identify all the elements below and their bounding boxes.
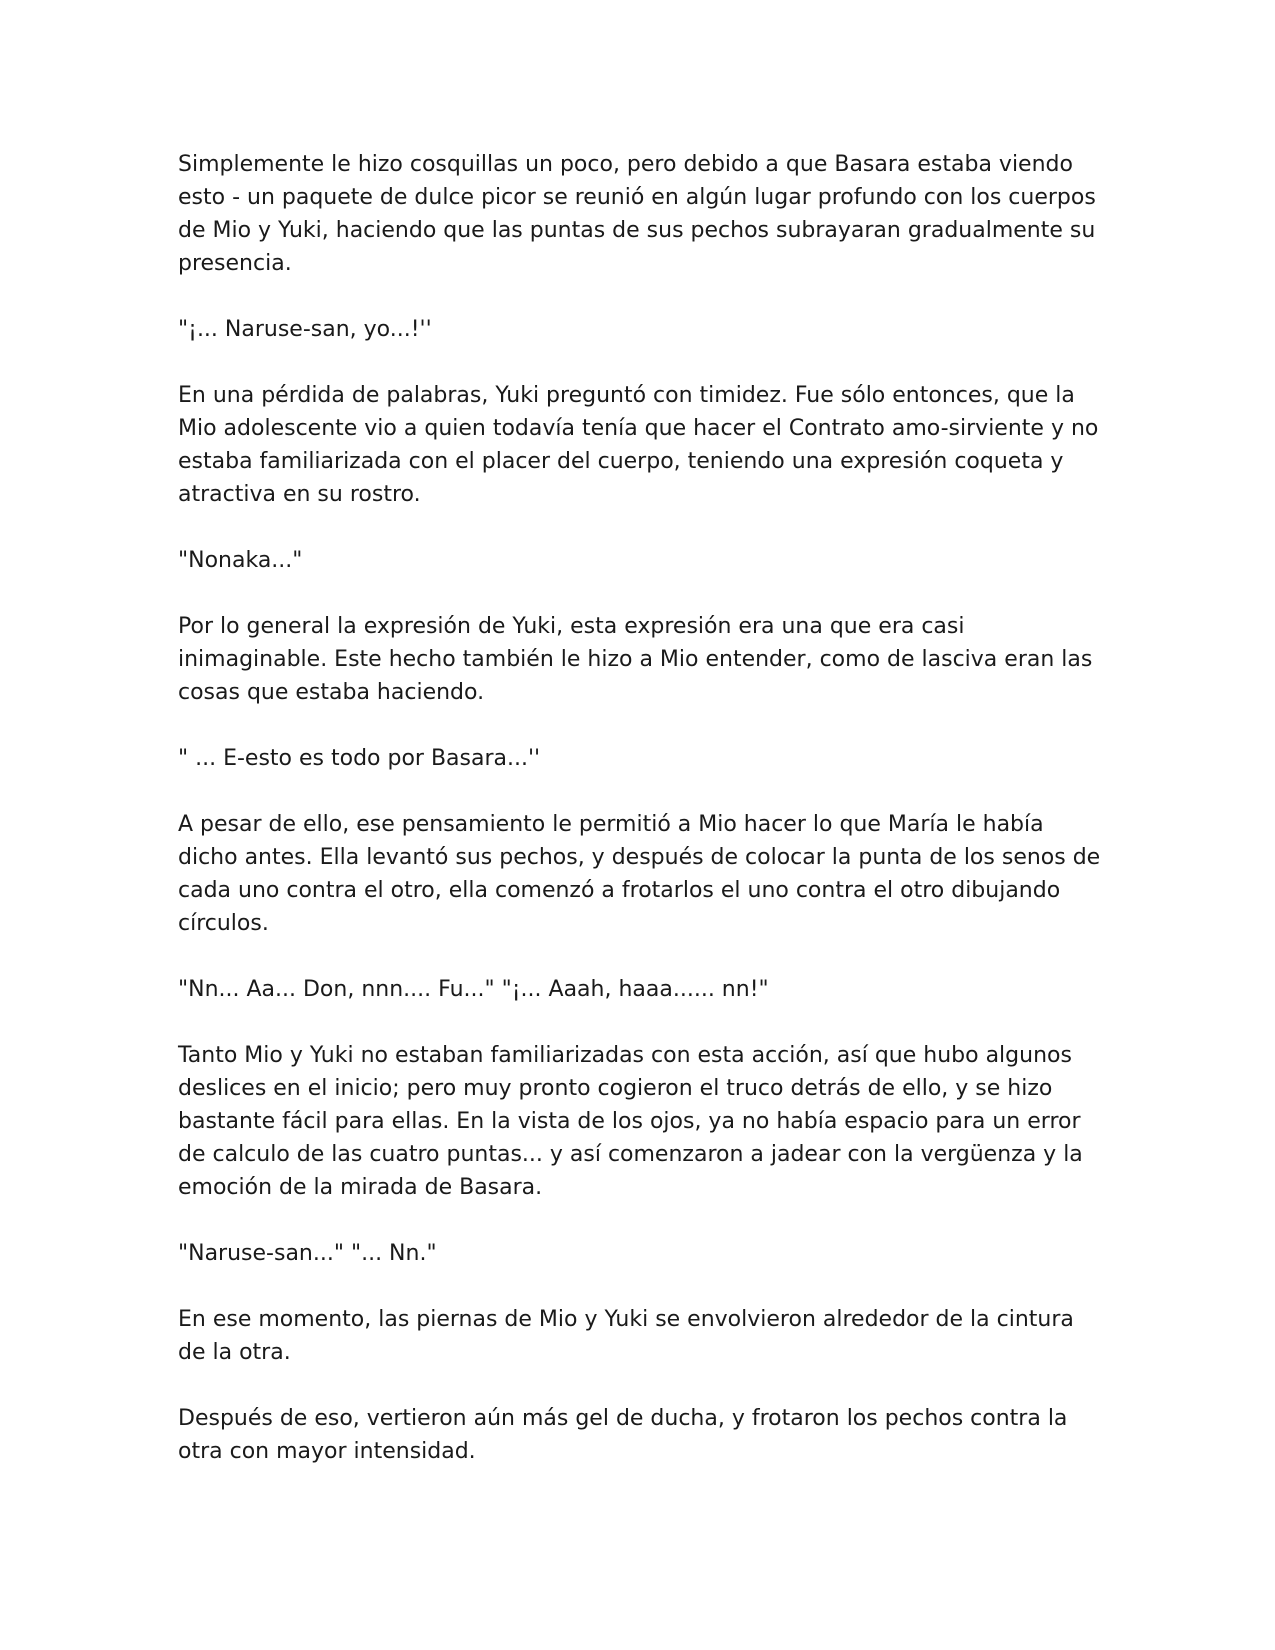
paragraph: "¡... Naruse-san, yo...!'' — [178, 317, 432, 342]
paragraph: "Nonaka..." — [178, 548, 303, 573]
paragraph: "Nn... Aa... Don, nnn.... Fu..." "¡... Aaah, haaa...... nn!" — [178, 977, 769, 1002]
paragraph: A pesar de ello, ese pensamiento le permitió a Mio hacer lo que María le había dicho antes. Ella levantó sus pechos, y después de colocar la punta de los senos de cada uno contra el otro, ella comenzó a frotarlos el uno contra el otro dibujando círculos. — [178, 812, 1101, 936]
paragraph: En ese momento, las piernas de Mio y Yuki se envolvieron alrededor de la cintura de la otra. — [178, 1307, 1074, 1365]
paragraph: Simplemente le hizo cosquillas un poco, pero debido a que Basara estaba viendo esto - un paquete de dulce picor se reunió en algún lugar profundo con los cuerpos de Mio y Yuki, haciendo que las puntas de sus pechos subrayaran gradualmente su presencia. — [178, 152, 1096, 276]
paragraph: "Naruse-san..." "... Nn." — [178, 1241, 437, 1266]
paragraph: Después de eso, vertieron aún más gel de ducha, y frotaron los pechos contra la otra con mayor intensidad. — [178, 1406, 1068, 1464]
paragraph: En una pérdida de palabras, Yuki preguntó con timidez. Fue sólo entonces, que la Mio adolescente vio a quien todavía tenía que hacer el Contrato amo-sirviente y no estaba familiarizada con el placer del cuerpo, teniendo una expresión coqueta y atractiva en su rostro. — [178, 383, 1099, 507]
paragraph: Por lo general la expresión de Yuki, esta expresión era una que era casi inimaginable. Este hecho también le hizo a Mio entender, como de lasciva eran las cosas que estaba haciendo. — [178, 614, 1093, 705]
document-body — [178, 148, 1103, 1501]
paragraph: Tanto Mio y Yuki no estaban familiarizadas con esta acción, así que hubo algunos deslices en el inicio; pero muy pronto cogieron el truco detrás de ello, y se hizo bastante fácil para ellas. En la vista de los ojos, ya no había espacio para un error de calculo de las cuatro puntas... y así comenzaron a jadear con la vergüenza y la emoción de la mirada de Basara. — [178, 1043, 1083, 1200]
paragraph: " ... E-esto es todo por Basara...'' — [178, 746, 541, 771]
